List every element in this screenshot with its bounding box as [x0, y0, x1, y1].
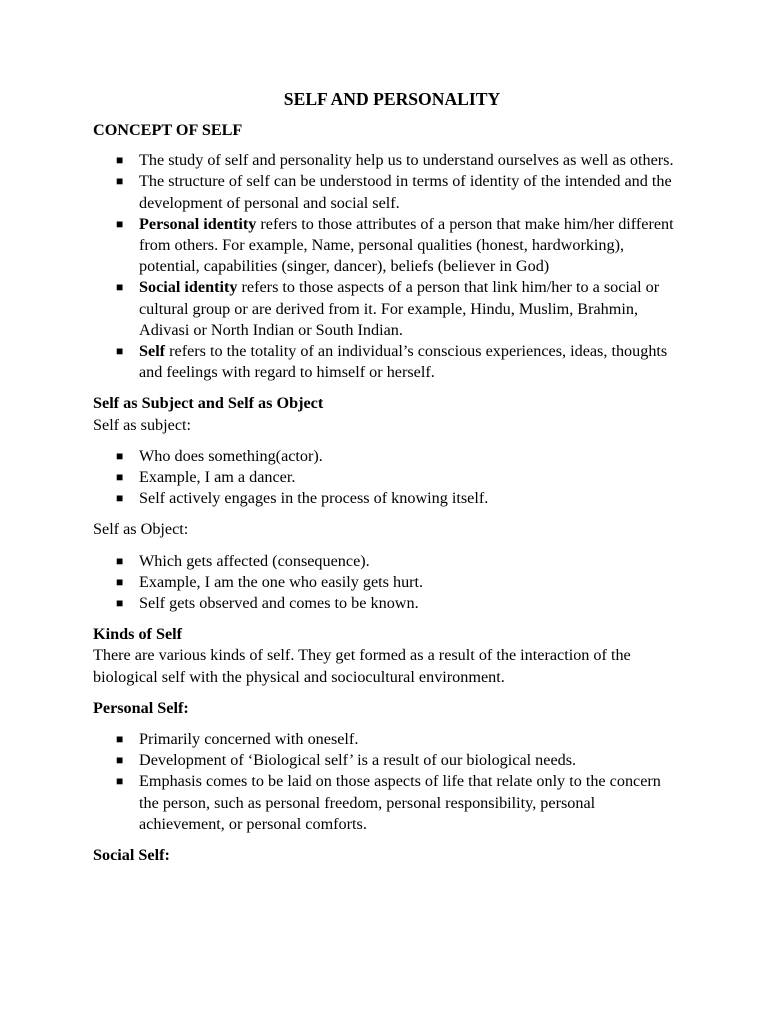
- square-bullet-icon: ■: [116, 174, 124, 189]
- list-item-text: refers to those aspects of a person that link him/her to a social or cultural group or are derived from it. For example, Hindu, Muslim, Brahmin, Adivasi or North Indian or South Indian.: [139, 278, 660, 339]
- square-bullet-icon: ■: [116, 596, 124, 611]
- list-item: [116, 593, 683, 614]
- list-item-text: Who does something(actor).: [139, 446, 323, 465]
- list-item-text: refers to the totality of an individual’s conscious experiences, ideas, thoughts and feelings with regard to himself or herself.: [139, 342, 668, 382]
- list-item-text: Development of ‘Biological self’ is a result of our biological needs.: [139, 751, 577, 770]
- list-item: [116, 277, 683, 341]
- list-item-text: The study of self and personality help us to understand ourselves as well as others.: [139, 151, 674, 170]
- document-page: [93, 88, 683, 866]
- section-heading-social-self: Social Self:: [93, 846, 170, 865]
- concept-list: [93, 150, 683, 383]
- list-item-text: refers to those attributes of a person that make him/her different from others. For example, Name, personal qualities (honest, hardworking), potential, capabilities (singer, dancer), beliefs (believer in God): [139, 214, 674, 276]
- square-bullet-icon: ■: [116, 574, 124, 589]
- square-bullet-icon: ■: [116, 774, 124, 789]
- list-item: [116, 551, 683, 572]
- list-item: [116, 572, 683, 593]
- square-bullet-icon: ■: [116, 753, 124, 768]
- square-bullet-icon: ■: [116, 732, 124, 747]
- page-title: SELF AND PERSONALITY: [283, 89, 501, 109]
- square-bullet-icon: ■: [116, 448, 124, 463]
- object-list: [93, 551, 683, 615]
- list-item: [116, 488, 683, 509]
- square-bullet-icon: ■: [116, 470, 124, 485]
- square-bullet-icon: ■: [116, 344, 124, 359]
- list-item: [116, 729, 683, 750]
- list-item-text: Self actively engages in the process of knowing itself.: [139, 489, 489, 508]
- subject-list: [93, 446, 683, 510]
- square-bullet-icon: ■: [116, 153, 124, 168]
- list-item: [116, 750, 683, 771]
- section-heading-personal-self: Personal Self:: [93, 698, 189, 717]
- list-item: [116, 214, 683, 278]
- square-bullet-icon: ■: [116, 491, 124, 506]
- list-item-text: Primarily concerned with oneself.: [139, 730, 359, 749]
- object-label: Self as Object:: [93, 520, 189, 539]
- list-item-text: Self gets observed and comes to be known.: [139, 594, 419, 613]
- kinds-paragraph: There are various kinds of self. They get formed as a result of the interaction of the biological self with the physical and sociocultural environment.: [93, 646, 631, 686]
- square-bullet-icon: ■: [116, 216, 124, 231]
- list-item-text: Emphasis comes to be laid on those aspects of life that relate only to the concern the person, such as personal freedom, personal responsibility, personal achievement, or personal comforts.: [139, 772, 661, 833]
- list-item: [116, 150, 683, 171]
- list-item-text: Which gets affected (consequence).: [139, 551, 370, 570]
- list-item-text: The structure of self can be understood in terms of identity of the intended and the development of personal and social self.: [139, 172, 672, 212]
- list-item-bold: Social identity: [139, 278, 238, 297]
- list-item: [116, 446, 683, 467]
- list-item-text: Example, I am the one who easily gets hurt.: [139, 572, 424, 591]
- list-item: [116, 467, 683, 488]
- section-heading-concept: CONCEPT OF SELF: [93, 121, 243, 139]
- list-item-bold: Personal identity: [139, 214, 257, 233]
- list-item: [116, 171, 683, 213]
- personal-self-list: [93, 729, 683, 835]
- section-heading-kinds: Kinds of Self: [93, 625, 183, 644]
- list-item: [116, 341, 683, 383]
- list-item-bold: Self: [139, 342, 166, 361]
- subject-label: Self as subject:: [93, 415, 192, 434]
- square-bullet-icon: ■: [116, 553, 124, 568]
- list-item-text: Example, I am a dancer.: [139, 468, 296, 487]
- square-bullet-icon: ■: [116, 280, 124, 295]
- list-item: [116, 771, 683, 835]
- section-heading-subject-object: Self as Subject and Self as Object: [93, 394, 324, 413]
